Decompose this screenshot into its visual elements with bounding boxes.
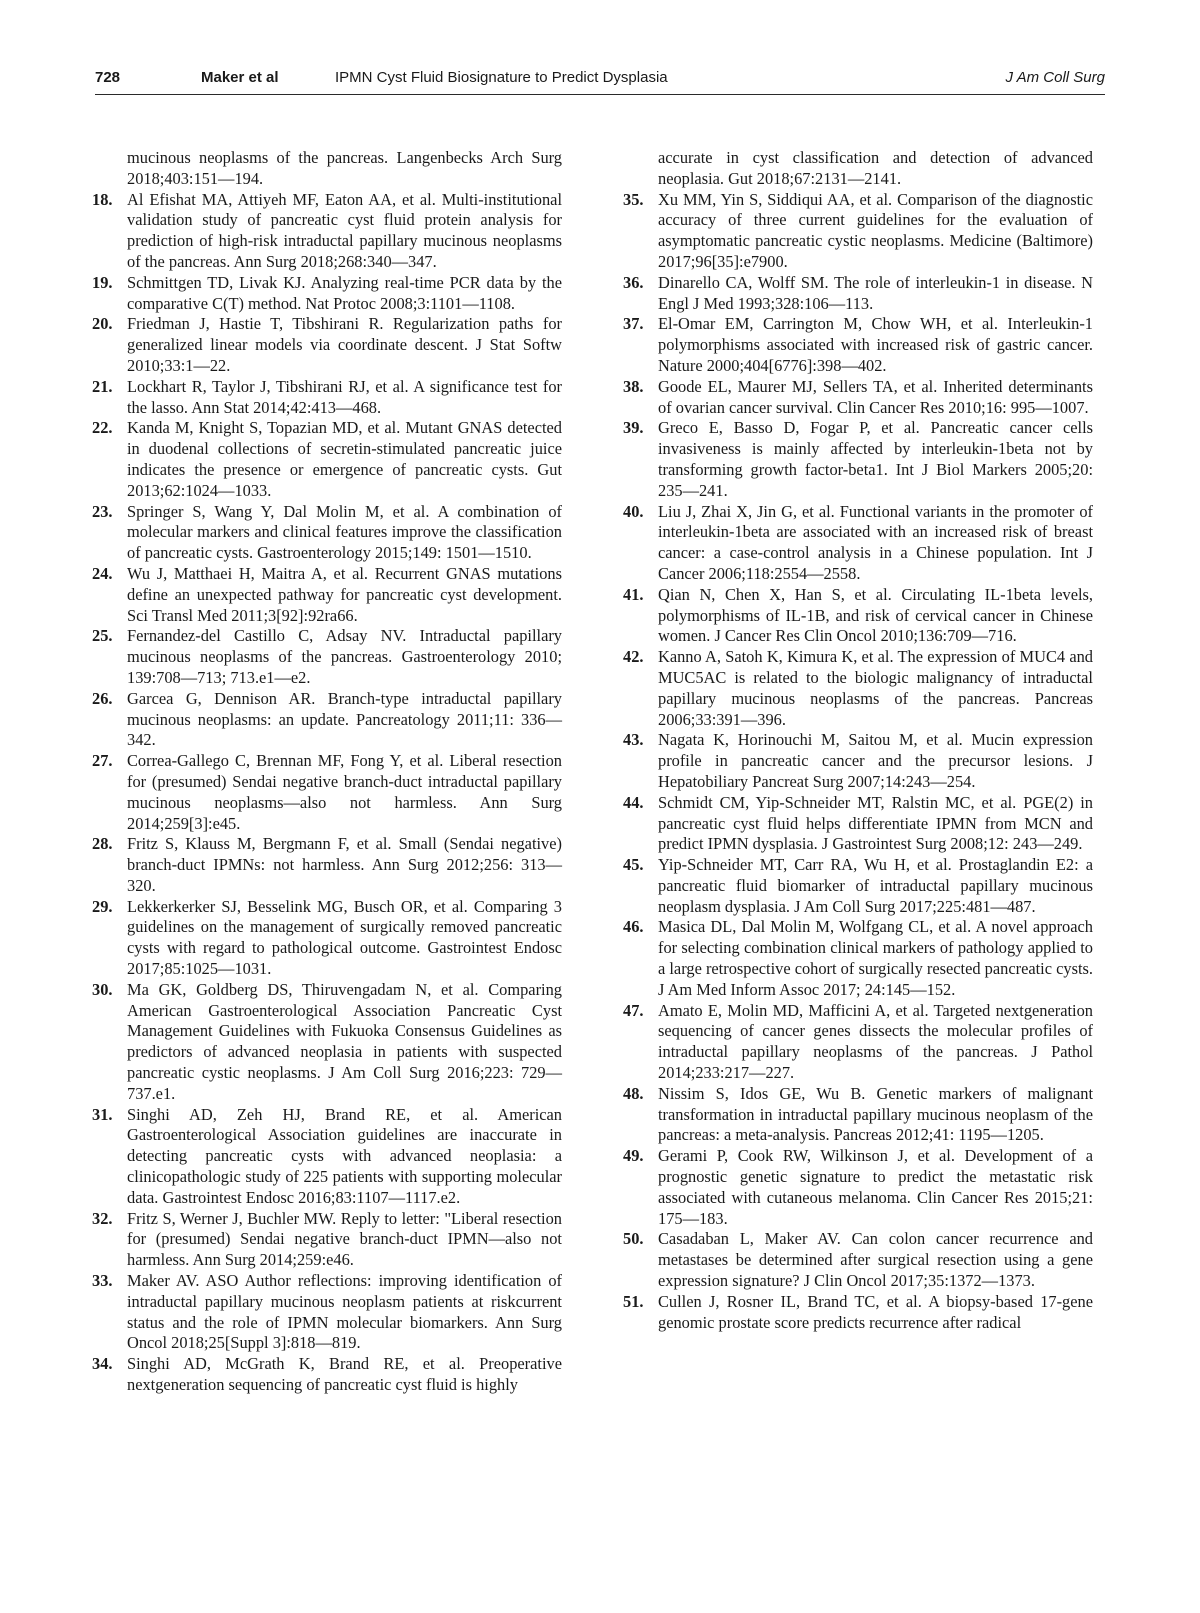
reference-number: 44.	[623, 792, 644, 812]
reference-item	[92, 564, 562, 626]
reference-number: 30.	[92, 979, 113, 999]
reference-item	[623, 190, 1093, 273]
reference-item	[623, 1229, 1093, 1291]
reference-item	[623, 314, 1093, 376]
reference-number: 37.	[623, 314, 644, 334]
reference-text: Schmidt CM, Yip-Schneider MT, Ralstin MC, et al. PGE(2) in pancreatic cyst fluid helps differentiate IPMN from MCN and predict IPMN dysplasia. J Gastrointest Surg 2008;12: 243—249.	[658, 792, 1093, 854]
reference-number: 34.	[92, 1354, 113, 1374]
reference-text: Cullen J, Rosner IL, Brand TC, et al. A biopsy-based 17-gene genomic prostate score predicts recurrence after radical	[658, 1291, 1093, 1332]
reference-item	[92, 751, 562, 834]
reference-text: Greco E, Basso D, Fogar P, et al. Pancreatic cancer cells invasiveness is mainly affected by interleukin-1beta not by transforming growth factor-beta1. Int J Biol Markers 2005;20: 235—241.	[658, 418, 1093, 500]
reference-text: Fritz S, Klauss M, Bergmann F, et al. Small (Sendai negative) branch-duct IPMNs: not harmless. Ann Surg 2012;256: 313—320.	[127, 834, 562, 895]
reference-text: Lekkerkerker SJ, Besselink MG, Busch OR, et al. Comparing 3 guidelines on the management of surgically removed pancreatic cysts with regard to pathological outcome. Gastrointest Endosc 2017;85:1025—1031.	[127, 896, 562, 979]
reference-number: 43.	[623, 730, 644, 750]
reference-item	[92, 897, 562, 980]
reference-text: Nissim S, Idos GE, Wu B. Genetic markers of malignant transformation in intraductal papillary mucinous neoplasm of the pancreas: a meta-analysis. Pancreas 2012;41: 1195—1205.	[658, 1083, 1093, 1145]
reference-item	[623, 1084, 1093, 1146]
reference-number: 19.	[92, 272, 113, 292]
reference-item	[92, 502, 562, 564]
reference-number: 46.	[623, 917, 644, 937]
reference-item	[623, 418, 1093, 501]
reference-text: Fernandez-del Castillo C, Adsay NV. Intraductal papillary mucinous neoplasms of the pancreas. Gastroenterology 2010; 139:708—713; 713.e1—e2.	[127, 626, 562, 687]
reference-item	[92, 689, 562, 751]
reference-text: Maker AV. ASO Author reflections: improving identification of intraductal papillary mucinous neoplasm patients at riskcurrent status and the role of IPMN molecular biomarkers. Ann Surg Oncol 2018;25[Suppl 3]:818—819.	[127, 1271, 562, 1353]
reference-text: Kanda M, Knight S, Topazian MD, et al. Mutant GNAS detected in duodenal collections of secretin-stimulated pancreatic juice indicates the presence or emergence of pancreatic cysts. Gut 2013;62:1024—1033.	[127, 418, 562, 500]
reference-item	[623, 377, 1093, 419]
reference-text: Masica DL, Dal Molin M, Wolfgang CL, et al. A novel approach for selecting combination clinical markers of pathology applied to a large retrospective cohort of surgically resected pancreatic cysts. J Am Med Inform Assoc 2017; 24:145—152.	[658, 917, 1093, 999]
page-number: 728	[95, 69, 121, 86]
reference-number: 27.	[92, 751, 113, 771]
reference-item	[92, 273, 562, 315]
reference-number: 45.	[623, 855, 644, 875]
reference-text: Qian N, Chen X, Han S, et al. Circulating IL-1beta levels, polymorphisms of IL-1B, and risk of cervical cancer in Chinese women. J Cancer Res Clin Oncol 2010;136:709—716.	[658, 584, 1093, 646]
reference-text: Schmittgen TD, Livak KJ. Analyzing real-time PCR data by the comparative C(T) method. Nat Protoc 2008;3:1101—1108.	[127, 272, 562, 313]
reference-item	[623, 647, 1093, 730]
reference-number: 26.	[92, 688, 113, 708]
reference-text: Correa-Gallego C, Brennan MF, Fong Y, et al. Liberal resection for (presumed) Sendai negative branch-duct intraductal papillary mucinous neoplasms—also not harmless. Ann Surg 2014;259[3]:e45.	[127, 751, 562, 833]
reference-number: 35.	[623, 189, 644, 209]
reference-item	[623, 1292, 1093, 1334]
reference-item	[92, 190, 562, 273]
reference-item	[92, 1105, 562, 1209]
reference-number: 39.	[623, 418, 644, 438]
reference-number: 49.	[623, 1146, 644, 1166]
reference-item	[623, 1146, 1093, 1229]
reference-number: 41.	[623, 584, 644, 604]
reference-item	[623, 917, 1093, 1000]
running-header	[95, 64, 1105, 95]
reference-text: Nagata K, Horinouchi M, Saitou M, et al. Mucin expression profile in pancreatic cancer and the precursor lesions. J Hepatobiliary Pancreat Surg 2007;14:243—254.	[658, 730, 1093, 791]
reference-item	[92, 418, 562, 501]
reference-number: 23.	[92, 501, 113, 521]
reference-number: 51.	[623, 1291, 644, 1311]
reference-number: 20.	[92, 314, 113, 334]
journal-name: J Am Coll Surg	[1005, 69, 1105, 86]
reference-number: 42.	[623, 647, 644, 667]
reference-item	[92, 1271, 562, 1354]
reference-number: 38.	[623, 376, 644, 396]
reference-text: Lockhart R, Taylor J, Tibshirani RJ, et al. A significance test for the lasso. Ann Stat 2014;42:413—468.	[127, 376, 562, 417]
reference-item	[623, 1001, 1093, 1084]
reference-text: Kanno A, Satoh K, Kimura K, et al. The expression of MUC4 and MUC5AC is related to the biologic malignancy of intraductal papillary mucinous neoplasms of the pancreas. Pancreas 2006;33:391—396.	[658, 647, 1093, 729]
reference-text: Singhi AD, Zeh HJ, Brand RE, et al. American Gastroenterological Association guidelines are inaccurate in detecting pancreatic cysts with advanced neoplasia: a clinicopathologic study of 225 patients with supporting molecular data. Gastrointest Endosc 2016;83:1107—1117.e2.	[127, 1104, 562, 1207]
reference-item	[623, 730, 1093, 792]
reference-item	[623, 793, 1093, 855]
reference-text: El-Omar EM, Carrington M, Chow WH, et al. Interleukin-1 polymorphisms associated with increased risk of gastric cancer. Nature 2000;404[6776]:398—402.	[658, 314, 1093, 375]
reference-number: 48.	[623, 1083, 644, 1103]
reference-item	[92, 1209, 562, 1271]
reference-item	[92, 377, 562, 419]
references-right-column	[623, 148, 1093, 1333]
reference-text: Gerami P, Cook RW, Wilkinson J, et al. Development of a prognostic genetic signature to predict the metastatic risk associated with cutaneous melanoma. Clin Cancer Res 2015;21: 175—183.	[658, 1146, 1093, 1228]
reference-item	[92, 980, 562, 1105]
reference-text: Xu MM, Yin S, Siddiqui AA, et al. Comparison of the diagnostic accuracy of three current guidelines for the evaluation of asymptomatic pancreatic cystic neoplasms. Medicine (Baltimore) 2017;96[35]:e7900.	[658, 189, 1093, 271]
reference-item	[623, 273, 1093, 315]
reference-number: 50.	[623, 1229, 644, 1249]
references-left-column	[92, 148, 562, 1396]
reference-number: 47.	[623, 1000, 644, 1020]
reference-text: Dinarello CA, Wolff SM. The role of interleukin-1 in disease. N Engl J Med 1993;328:106—113.	[658, 272, 1093, 313]
reference-number: 40.	[623, 501, 644, 521]
reference-text: Al Efishat MA, Attiyeh MF, Eaton AA, et al. Multi-institutional validation study of pancreatic cyst fluid protein analysis for prediction of high-risk intraductal papillary mucinous neoplasms of the pancreas. Ann Surg 2018;268:340—347.	[127, 189, 562, 271]
reference-text: Liu J, Zhai X, Jin G, et al. Functional variants in the promoter of interleukin-1beta are associated with an increased risk of breast cancer: a case-control analysis in a Chinese population. Int J Cancer 2006;118:2554—2558.	[658, 501, 1093, 583]
reference-number: 32.	[92, 1208, 113, 1228]
reference-item	[623, 585, 1093, 647]
reference-item	[623, 855, 1093, 917]
reference-number: 24.	[92, 563, 113, 583]
reference-number: 31.	[92, 1104, 113, 1124]
reference-continuation: accurate in cyst classification and detection of advanced neoplasia. Gut 2018;67:2131—2141.	[658, 148, 1093, 188]
reference-number: 33.	[92, 1271, 113, 1291]
reference-text: Casadaban L, Maker AV. Can colon cancer recurrence and metastases be determined after surgical resection using a gene expression signature? J Clin Oncol 2017;35:1372—1373.	[658, 1229, 1093, 1291]
reference-number: 22.	[92, 418, 113, 438]
running-authors: Maker et al	[201, 69, 279, 86]
reference-number: 36.	[623, 272, 644, 292]
reference-text: Springer S, Wang Y, Dal Molin M, et al. A combination of molecular markers and clinical features improve the classification of pancreatic cysts. Gastroenterology 2015;149: 1501—1510.	[127, 501, 562, 563]
reference-item	[92, 626, 562, 688]
reference-text: Fritz S, Werner J, Buchler MW. Reply to letter: "Liberal resection for (presumed) Sendai negative branch-duct IPMN—also not harmless. Ann Surg 2014;259:e46.	[127, 1208, 562, 1270]
reference-number: 21.	[92, 376, 113, 396]
reference-number: 28.	[92, 834, 113, 854]
reference-text: Friedman J, Hastie T, Tibshirani R. Regularization paths for generalized linear models via coordinate descent. J Stat Softw 2010;33:1—22.	[127, 314, 562, 375]
reference-text: Amato E, Molin MD, Mafficini A, et al. Targeted nextgeneration sequencing of cancer genes dissects the molecular profiles of intraductal papillary neoplasms of the pancreas. J Pathol 2014;233:217—227.	[658, 1000, 1093, 1083]
reference-continuation: mucinous neoplasms of the pancreas. Langenbecks Arch Surg 2018;403:151—194.	[127, 148, 562, 188]
reference-text: Ma GK, Goldberg DS, Thiruvengadam N, et al. Comparing American Gastroenterological Association Pancreatic Cyst Management Guidelines with Fukuoka Consensus Guidelines as predictors of advanced neoplasia in patients with suspected pancreatic cystic neoplasms. J Am Coll Surg 2016;223: 729—737.e1.	[127, 979, 562, 1103]
running-title: IPMN Cyst Fluid Biosignature to Predict Dysplasia	[335, 69, 668, 86]
reference-number: 29.	[92, 896, 113, 916]
reference-number: 25.	[92, 626, 113, 646]
reference-text: Garcea G, Dennison AR. Branch-type intraductal papillary mucinous neoplasms: an update. Pancreatology 2011;11: 336—342.	[127, 688, 562, 750]
reference-item	[92, 1354, 562, 1396]
reference-item	[92, 834, 562, 896]
reference-text: Goode EL, Maurer MJ, Sellers TA, et al. Inherited determinants of ovarian cancer survival. Clin Cancer Res 2010;16: 995—1007.	[658, 376, 1093, 417]
reference-text: Singhi AD, McGrath K, Brand RE, et al. Preoperative nextgeneration sequencing of pancreatic cyst fluid is highly	[127, 1354, 562, 1395]
reference-number: 18.	[92, 189, 113, 209]
reference-text: Wu J, Matthaei H, Maitra A, et al. Recurrent GNAS mutations define an unexpected pathway for pancreatic cyst development. Sci Transl Med 2011;3[92]:92ra66.	[127, 563, 562, 625]
reference-text: Yip-Schneider MT, Carr RA, Wu H, et al. Prostaglandin E2: a pancreatic fluid biomarker of intraductal papillary mucinous neoplasm dysplasia. J Am Coll Surg 2017;225:481—487.	[658, 855, 1093, 916]
reference-item	[92, 314, 562, 376]
reference-item	[623, 502, 1093, 585]
